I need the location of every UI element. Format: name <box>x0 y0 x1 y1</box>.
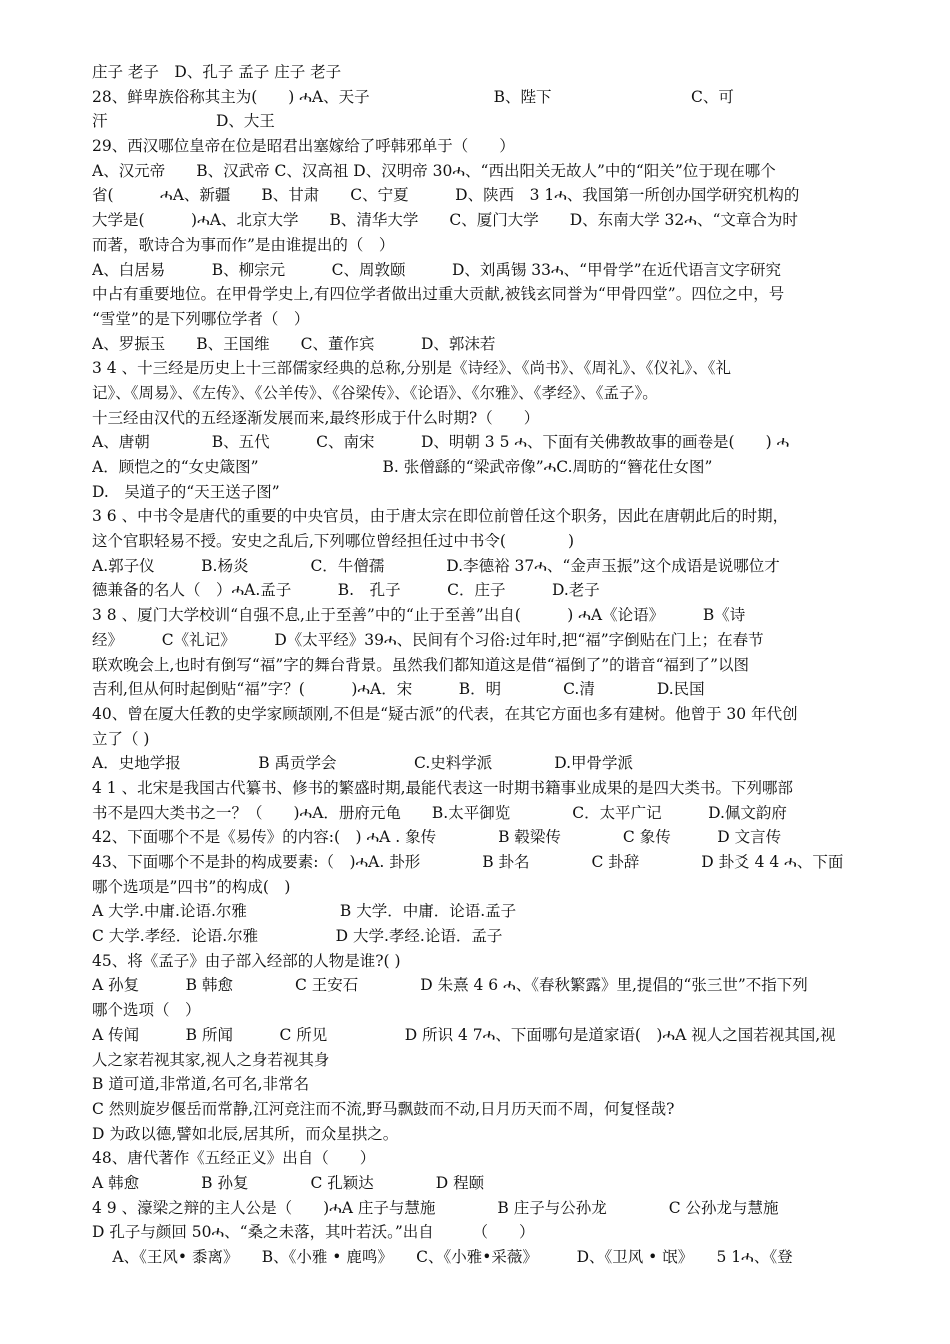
text-line: 省( ሓA、新疆 B、甘肃 C、宁夏 D、陕西 3 1ሓ、我国第一所创办国学研究机构的 <box>92 186 800 205</box>
text-line: 十三经由汉代的五经逐渐发展而来,最终形成于什么时期?（ ） <box>92 408 540 427</box>
text-line: 大学是( )ሓA、北京大学 B、清华大学 C、厦门大学 D、东南大学 32ሓ、“文章合为时 <box>92 211 798 230</box>
text-line: D 为政以德,譬如北辰,居其所，而众星拱之。 <box>92 1124 399 1143</box>
text-line: A 孙复 B 韩愈 C 王安石 D 朱熹 4 6 ሓ、《春秋繁露》里,提倡的“张三世”不指下列 <box>92 976 808 995</box>
text-line: A、《王风• 黍离》 B、《小雅 • 鹿鸣》 C、《小雅•采薇》 D、《卫风 • 氓》 5 1ሓ、《登 <box>92 1248 793 1266</box>
text-line: 45、将《孟子》由子部入经部的人物是谁?( ) <box>92 951 401 970</box>
text-line: 28、鲜卑族俗称其主为( ) ሓA、天子 B、陛下 C、可 <box>92 87 734 106</box>
text-line: A 传闻 B 所闻 C 所见 D 所识 4 7ሓ、下面哪句是道家语( )ሓA 视人之国若视其国,视 <box>92 1025 836 1044</box>
text-line: A.郭子仪 B.杨炎 C．牛僧孺 D.李德裕 37ሓ、“金声玉振”这个成语是说哪位才 <box>92 556 780 575</box>
text-line: A、唐朝 B、五代 C、南宋 D、明朝 3 5 ሓ、下面有关佛教故事的画卷是( ) ሓ <box>92 433 790 452</box>
text-line: 立了（ ) <box>92 729 150 748</box>
text-line: A 大学.中庸.论语.尔雅 B 大学．中庸．论语.孟子 <box>92 902 517 921</box>
text-line: 吉利,但从何时起倒贴“福”字？( )ሓA．宋 B．明 C.清 D.民国 <box>92 680 705 699</box>
text-line: A 韩愈 B 孙复 C 孔颖达 D 程颐 <box>92 1173 485 1192</box>
text-line: 3 8 、厦门大学校训“自强不息,止于至善”中的“止于至善”出自( ) ሓA《论语》 B《诗 <box>92 606 746 625</box>
text-line: 3 4 、十三经是历史上十三部儒家经典的总称,分别是《诗经》、《尚书》、《周礼》、《仪礼》、《礼 <box>92 359 732 378</box>
text-line: 哪个选项是”四书”的构成( ) <box>92 877 291 896</box>
text-line: 汗 D、大王 <box>92 112 275 131</box>
text-line: A、罗振玉 B、王国维 C、董作宾 D、郭沫若 <box>92 334 496 353</box>
text-line: B 道可道,非常道,名可名,非常名 <box>92 1075 310 1094</box>
text-line: 4 9 、濠梁之辩的主人公是（ )ሓA 庄子与慧施 B 庄子与公孙龙 C 公孙龙与慧施 <box>92 1198 779 1217</box>
text-line: A、白居易 B、柳宗元 C、周敦颐 D、刘禹锡 33ሓ、“甲骨学”在近代语言文字研究 <box>92 260 782 279</box>
text-line: C 然则旋岁偃岳而常静,江河竞注而不流,野马飘鼓而不动,日月历天而不周，何复怪哉? <box>92 1099 675 1118</box>
text-line: A．史地学报 B 禹贡学会 C.史料学派 D.甲骨学派 <box>92 754 634 773</box>
text-line: 庄子 老子 D、孔子 孟子 庄子 老子 <box>92 63 342 81</box>
text-line: D. 吴道子的“天王送子图” <box>92 482 280 501</box>
text-line: 4 1 、北宋是我国古代纂书、修书的繁盛时期,最能代表这一时期书籍事业成果的是四大类书。下列哪部 <box>92 778 794 797</box>
text-line: D 孔子与颜回 50ሓ、“桑之未落，其叶若沃。”出自 （ ） <box>92 1223 535 1242</box>
text-line: C 大学.孝经．论语.尔雅 D 大学.孝经.论语．孟子 <box>92 927 503 946</box>
text-line: 哪个选项（ ） <box>92 1001 201 1020</box>
text-line: 人之家若视其家,视人之身若视其身 <box>92 1050 330 1069</box>
text-line: 这个官职轻易不授。安史之乱后,下列哪位曾经担任过中书令( ) <box>92 532 575 551</box>
text-line: 经》 C《礼记》 D《太平经》39ሓ、民间有个习俗:过年时,把“福”字倒贴在门上；在春节 <box>92 630 764 649</box>
text-line: 29、西汉哪位皇帝在位是昭君出塞嫁给了呼韩邪单于（ ） <box>92 137 515 156</box>
text-line: 书不是四大类书之一？（ )ሓA．册府元龟 B.太平御览 C．太平广记 D.佩文韵府 <box>92 803 787 822</box>
text-line: “雪堂”的是下列哪位学者（ ） <box>92 309 310 328</box>
text-line: 42、下面哪个不是《易传》的内容:( ) ሓA . 象传 B 毂梁传 C 象传 D 文言传 <box>92 828 782 847</box>
text-line: 联欢晚会上,也时有倒写“福”字的舞台背景。虽然我们都知道这是借“福倒了”的谐音“福到了”以图 <box>92 655 749 674</box>
text-line: 中占有重要地位。在甲骨学史上,有四位学者做出过重大贡献,被钱玄同誉为“甲骨四堂”。四位之中，号 <box>92 285 785 304</box>
text-line: 德兼备的名人（ ）ሓA.孟子 B. 孔子 C．庄子 D.老子 <box>92 581 600 600</box>
text-line: 40、曾在厦大任教的史学家顾颉刚,不但是“疑古派”的代表，在其它方面也多有建树。他曾于 30 年代创 <box>92 704 798 723</box>
text-line: A．顾恺之的“女史箴图” B. 张僧繇的“梁武帝像”ሓC.周昉的“簪花仕女图” <box>92 458 713 476</box>
text-line: 而著，歌诗合为事而作”是由谁提出的（ ） <box>92 235 395 254</box>
text-line: A、汉元帝 B、汉武帝 C、汉高祖 D、汉明帝 30ሓ、“西出阳关无故人”中的“阳关”位于现在哪个 <box>92 161 776 180</box>
document-page <box>92 60 862 1270</box>
text-line: 3 6 、中书令是唐代的重要的中央官员，由于唐太宗在即位前曾任这个职务，因此在唐朝此后的时期， <box>92 507 789 526</box>
text-line: 记》、《周易》、《左传》、《公羊传》、《谷梁传》、《论语》、《尔雅》、《孝经》、《孟子》。 <box>92 383 658 402</box>
text-line: 48、唐代著作《五经正义》出自（ ） <box>92 1149 376 1168</box>
text-line: 43、下面哪个不是卦的构成要素:（ )ሓA. 卦形 B 卦名 C 卦辞 D 卦爻 4 4 ሓ、下面 <box>92 853 844 871</box>
